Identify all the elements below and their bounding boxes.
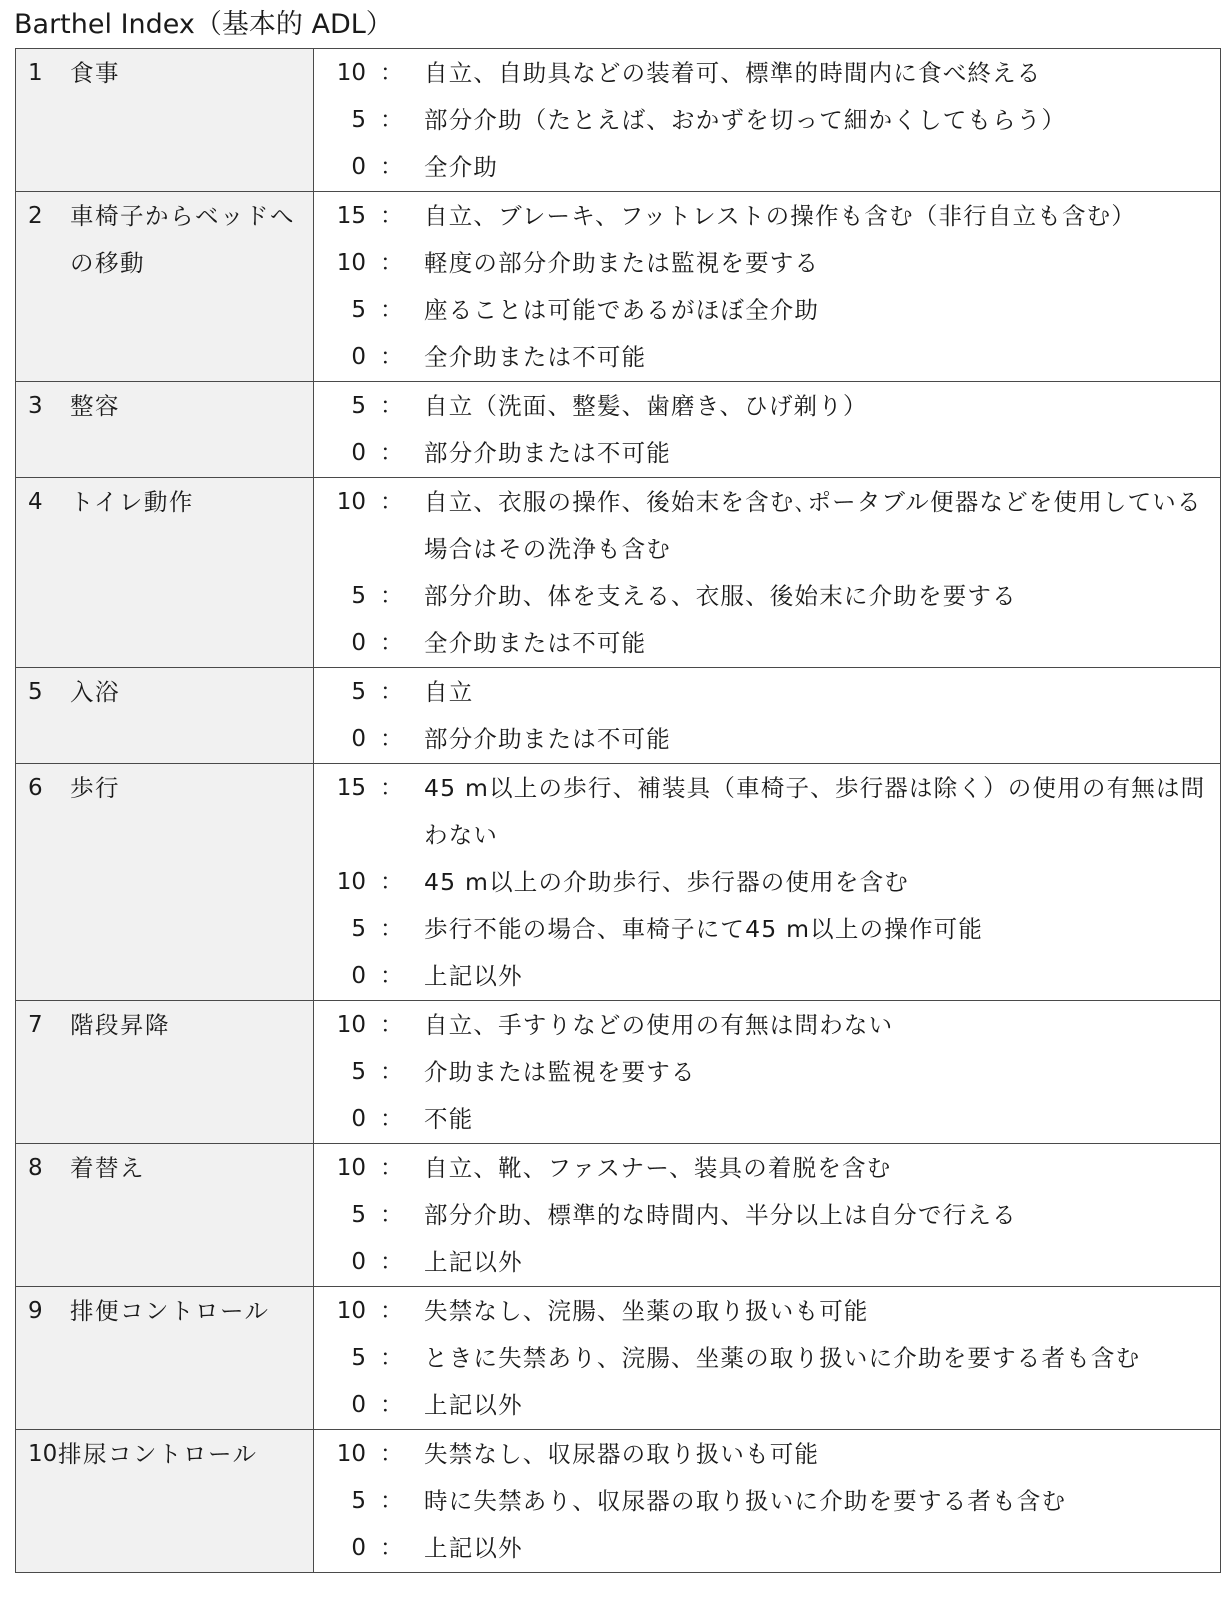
score-separator: ：: [380, 203, 403, 229]
score-row: [314, 1096, 1220, 1143]
score-value: 0: [351, 726, 366, 752]
score-row: [314, 859, 1220, 906]
table-row: [16, 764, 1221, 1001]
score-row: [314, 479, 1220, 573]
score-description: 自立、衣服の操作、後始末を含む､ポータブル便器などを使用している場合はその洗浄も含む: [424, 488, 1202, 563]
score-value: 0: [351, 1392, 366, 1418]
score-list: [314, 49, 1220, 191]
score-separator: ：: [380, 250, 403, 276]
score-separator: ：: [380, 1202, 403, 1228]
table-row: [16, 668, 1221, 764]
score-value: 0: [351, 963, 366, 989]
score-list: [314, 1287, 1220, 1429]
item-name: 階段昇降: [70, 1011, 170, 1039]
score-description: 軽度の部分介助または監視を要する: [424, 249, 820, 277]
item-name: 歩行: [70, 774, 120, 802]
item-number: 3: [28, 393, 43, 419]
score-description: 45 m以上の介助歩行、歩行器の使用を含む: [424, 868, 909, 896]
score-separator: ：: [380, 726, 403, 752]
table-row: [16, 382, 1221, 478]
score-description: 自立: [424, 678, 474, 706]
score-value: 5: [351, 393, 366, 419]
score-description: 上記以外: [424, 962, 523, 990]
score-value: 5: [351, 679, 366, 705]
score-separator: ：: [380, 393, 403, 419]
score-list: [314, 192, 1220, 381]
score-row: [314, 193, 1220, 240]
score-row: [314, 430, 1220, 477]
score-description: 自立、靴、ファスナー、装具の着脱を含む: [424, 1154, 892, 1182]
score-value: 5: [351, 107, 366, 133]
item-cell: [16, 1287, 314, 1430]
score-separator: ：: [380, 440, 403, 466]
score-separator: ：: [380, 1392, 403, 1418]
score-row: [314, 953, 1220, 1000]
score-list: [314, 1001, 1220, 1143]
score-separator: ：: [380, 1535, 403, 1561]
score-value: 10: [336, 869, 366, 895]
score-value: 0: [351, 440, 366, 466]
item-label: [16, 49, 313, 97]
score-row: [314, 97, 1220, 144]
item-name: 入浴: [70, 678, 120, 706]
score-description: 介助または監視を要する: [424, 1058, 696, 1086]
item-label: [16, 1001, 313, 1049]
score-value: 5: [351, 297, 366, 323]
item-cell: [16, 1001, 314, 1144]
score-value: 10: [336, 60, 366, 86]
table-body: [16, 49, 1221, 1573]
item-number: 2: [28, 203, 43, 229]
item-name: 排便コントロール: [70, 1297, 270, 1325]
score-row: [314, 50, 1220, 97]
item-cell: [16, 1144, 314, 1287]
item-label: [16, 478, 313, 526]
score-value: 0: [351, 1106, 366, 1132]
score-row: [314, 906, 1220, 953]
item-number: 7: [28, 1012, 43, 1038]
score-row: [314, 1239, 1220, 1286]
score-description: 失禁なし、収尿器の取り扱いも可能: [424, 1440, 820, 1468]
score-separator: ：: [380, 869, 403, 895]
score-description: 全介助または不可能: [424, 629, 647, 657]
score-separator: ：: [380, 1012, 403, 1038]
item-number: 10: [28, 1441, 58, 1467]
score-list: [314, 668, 1220, 763]
item-name: トイレ動作: [70, 488, 194, 516]
score-row: [314, 1145, 1220, 1192]
score-description: 部分介助、標準的な時間内、半分以上は自分で行える: [424, 1201, 1017, 1229]
table-row: [16, 1430, 1221, 1573]
score-row: [314, 1335, 1220, 1382]
scores-cell: [314, 382, 1221, 478]
score-separator: ：: [380, 60, 403, 86]
item-name: 着替え: [70, 1154, 145, 1182]
score-separator: ：: [380, 1249, 403, 1275]
score-value: 5: [351, 1488, 366, 1514]
score-value: 10: [336, 1298, 366, 1324]
score-list: [314, 478, 1220, 667]
scores-cell: [314, 192, 1221, 382]
score-description: 自立、ブレーキ、フットレストの操作も含む（非行自立も含む）: [424, 202, 1137, 230]
table-row: [16, 1001, 1221, 1144]
score-row: [314, 1192, 1220, 1239]
score-description: 部分介助（たとえば、おかずを切って細かくしてもらう）: [424, 106, 1067, 134]
item-cell: [16, 382, 314, 478]
item-cell: [16, 1430, 314, 1573]
item-label: [16, 192, 313, 287]
score-value: 10: [336, 1155, 366, 1181]
score-list: [314, 1144, 1220, 1286]
item-number: 9: [28, 1298, 43, 1324]
score-list: [314, 382, 1220, 477]
item-number: 8: [28, 1155, 43, 1181]
item-cell: [16, 668, 314, 764]
score-row: [314, 287, 1220, 334]
score-value: 5: [351, 916, 366, 942]
score-description: 部分介助、体を支える、衣服、後始末に介助を要する: [424, 582, 1017, 610]
item-label: [16, 764, 313, 812]
score-row: [314, 1049, 1220, 1096]
score-description: 上記以外: [424, 1391, 523, 1419]
score-row: [314, 620, 1220, 667]
item-name: 車椅子からベッドへの移動: [70, 202, 295, 277]
score-description: 部分介助または不可能: [424, 439, 671, 467]
item-label: [16, 382, 313, 430]
score-description: 失禁なし、浣腸、坐薬の取り扱いも可能: [424, 1297, 869, 1325]
barthel-index-table: [15, 48, 1221, 1573]
score-value: 0: [351, 344, 366, 370]
score-row: [314, 383, 1220, 430]
score-row: [314, 240, 1220, 287]
table-row: [16, 1144, 1221, 1287]
scores-cell: [314, 1001, 1221, 1144]
scores-cell: [314, 1144, 1221, 1287]
score-description: 全介助または不可能: [424, 343, 647, 371]
item-name: 食事: [70, 59, 120, 87]
score-value: 0: [351, 1249, 366, 1275]
score-value: 10: [336, 1441, 366, 1467]
score-separator: ：: [380, 107, 403, 133]
item-number: 6: [28, 775, 43, 801]
item-label: [16, 1430, 313, 1478]
score-separator: ：: [380, 1441, 403, 1467]
score-row: [314, 669, 1220, 716]
scores-cell: [314, 478, 1221, 668]
table-row: [16, 1287, 1221, 1430]
score-separator: ：: [380, 1345, 403, 1371]
score-description: 歩行不能の場合、車椅子にて45 m以上の操作可能: [424, 915, 984, 943]
score-row: [314, 1431, 1220, 1478]
score-separator: ：: [380, 1488, 403, 1514]
item-cell: [16, 478, 314, 668]
item-label: [16, 1144, 313, 1192]
score-list: [314, 1430, 1220, 1572]
score-row: [314, 573, 1220, 620]
score-description: 上記以外: [424, 1248, 523, 1276]
score-separator: ：: [380, 489, 403, 515]
score-row: [314, 765, 1220, 859]
score-description: 時に失禁あり、収尿器の取り扱いに介助を要する者も含む: [424, 1487, 1067, 1515]
score-row: [314, 1382, 1220, 1429]
score-value: 10: [336, 250, 366, 276]
score-separator: ：: [380, 297, 403, 323]
item-number: 5: [28, 679, 43, 705]
score-value: 5: [351, 1059, 366, 1085]
item-name: 整容: [70, 392, 120, 420]
score-description: 自立、自助具などの装着可、標準的時間内に食べ終える: [424, 59, 1042, 87]
table-row: [16, 49, 1221, 192]
scores-cell: [314, 668, 1221, 764]
score-value: 0: [351, 1535, 366, 1561]
score-separator: ：: [380, 679, 403, 705]
score-description: 自立、手すりなどの使用の有無は問わない: [424, 1011, 894, 1039]
score-row: [314, 1525, 1220, 1572]
score-value: 0: [351, 154, 366, 180]
score-value: 10: [336, 489, 366, 515]
score-separator: ：: [380, 154, 403, 180]
score-description: ときに失禁あり、浣腸、坐薬の取り扱いに介助を要する者も含む: [424, 1344, 1141, 1372]
item-name: 排尿コントロール: [58, 1440, 258, 1468]
scores-cell: [314, 764, 1221, 1001]
item-number: 1: [28, 60, 43, 86]
item-label: [16, 1287, 313, 1335]
score-value: 0: [351, 630, 366, 656]
score-separator: ：: [380, 1106, 403, 1132]
scores-cell: [314, 1287, 1221, 1430]
score-row: [314, 1002, 1220, 1049]
item-cell: [16, 49, 314, 192]
item-cell: [16, 764, 314, 1001]
item-label: [16, 668, 313, 716]
score-separator: ：: [380, 344, 403, 370]
score-value: 10: [336, 1012, 366, 1038]
score-description: 座ることは可能であるがほぼ全介助: [424, 296, 820, 324]
score-row: [314, 334, 1220, 381]
table-row: [16, 192, 1221, 382]
score-row: [314, 1288, 1220, 1335]
score-separator: ：: [380, 583, 403, 609]
score-separator: ：: [380, 963, 403, 989]
score-description: 上記以外: [424, 1534, 523, 1562]
document-title: Barthel Index（基本的 ADL）: [14, 9, 393, 40]
score-description: 全介助: [424, 153, 499, 181]
score-value: 5: [351, 1202, 366, 1228]
score-row: [314, 1478, 1220, 1525]
score-separator: ：: [380, 1155, 403, 1181]
score-separator: ：: [380, 916, 403, 942]
score-value: 15: [336, 775, 366, 801]
score-description: 不能: [424, 1105, 474, 1133]
score-value: 5: [351, 1345, 366, 1371]
score-value: 5: [351, 583, 366, 609]
item-cell: [16, 192, 314, 382]
score-separator: ：: [380, 775, 403, 801]
score-row: [314, 716, 1220, 763]
table-row: [16, 478, 1221, 668]
scores-cell: [314, 49, 1221, 192]
score-list: [314, 764, 1220, 1000]
score-description: 45 m以上の歩行、補装具（車椅子、歩行器は除く）の使用の有無は問わない: [424, 774, 1206, 849]
scores-cell: [314, 1430, 1221, 1573]
item-number: 4: [28, 489, 43, 515]
score-separator: ：: [380, 1059, 403, 1085]
score-value: 15: [336, 203, 366, 229]
score-separator: ：: [380, 630, 403, 656]
score-description: 自立（洗面、整髪、歯磨き、ひげ剃り）: [424, 392, 868, 420]
score-description: 部分介助または不可能: [424, 725, 671, 753]
score-row: [314, 144, 1220, 191]
score-separator: ：: [380, 1298, 403, 1324]
